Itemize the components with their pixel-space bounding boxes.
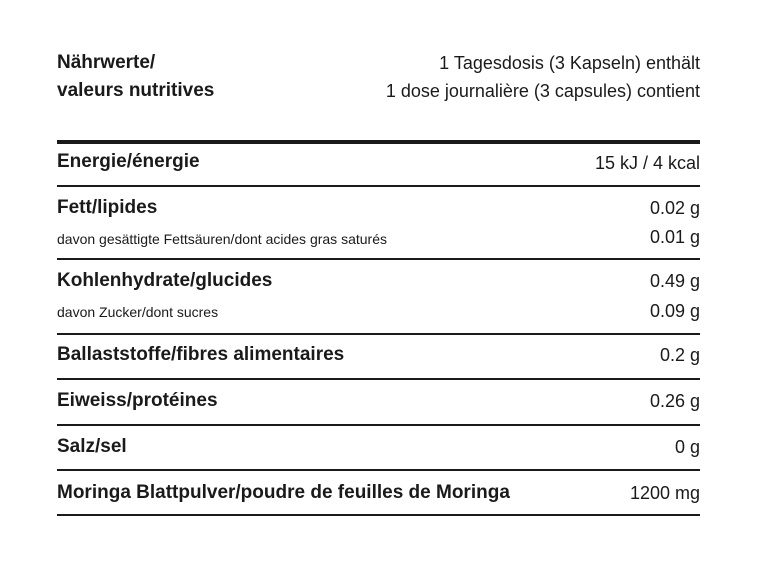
moringa-value: 1200 mg	[629, 483, 700, 503]
protein-label: Eiweiss/protéines	[57, 390, 218, 411]
header-divider	[57, 140, 700, 144]
carbohydrates-label: Kohlenhydrate/glucides	[57, 270, 273, 291]
fibre-label: Ballaststoffe/fibres alimentaires	[57, 344, 345, 365]
table-header	[57, 49, 700, 105]
nutrition-title	[57, 49, 214, 105]
title-line-french: valeurs nutritives	[57, 80, 215, 101]
row-moringa	[57, 481, 700, 511]
row-protein	[57, 389, 700, 419]
serving-line-german: 1 Tagesdosis (3 Kapseln) enthält	[439, 53, 700, 73]
fibre-value: 0.2 g	[659, 345, 700, 365]
serving-line-french: 1 dose journalière (3 capsules) contient	[385, 81, 700, 101]
serving-description	[386, 49, 700, 105]
energy-value: 15 kJ / 4 kcal	[594, 153, 700, 173]
energy-label: Energie/énergie	[57, 151, 200, 172]
sugar-value: 0.09 g	[649, 301, 700, 321]
row-divider	[57, 258, 700, 260]
carbohydrates-value: 0.49 g	[649, 271, 700, 291]
row-energy	[57, 150, 700, 184]
row-divider	[57, 333, 700, 335]
row-carbohydrates	[57, 268, 700, 328]
row-salt	[57, 435, 700, 465]
fat-value: 0.02 g	[649, 198, 700, 218]
title-line-german: Nährwerte/	[57, 52, 156, 73]
row-divider	[57, 185, 700, 187]
moringa-label: Moringa Blattpulver/poudre de feuilles de Moringa	[57, 482, 510, 503]
row-fat	[57, 195, 700, 255]
saturated-fat-value: 0.01 g	[649, 227, 700, 247]
sugar-label: davon Zucker/dont sucres	[57, 304, 219, 320]
salt-label: Salz/sel	[57, 436, 127, 457]
row-divider	[57, 424, 700, 426]
fat-label: Fett/lipides	[57, 197, 158, 218]
row-fibre	[57, 343, 700, 373]
table-bottom-rule	[57, 514, 700, 516]
protein-value: 0.26 g	[649, 391, 700, 411]
row-divider	[57, 378, 700, 380]
salt-value: 0 g	[674, 437, 700, 457]
row-divider	[57, 469, 700, 471]
saturated-fat-label: davon gesättigte Fettsäuren/dont acides gras saturés	[57, 231, 387, 247]
